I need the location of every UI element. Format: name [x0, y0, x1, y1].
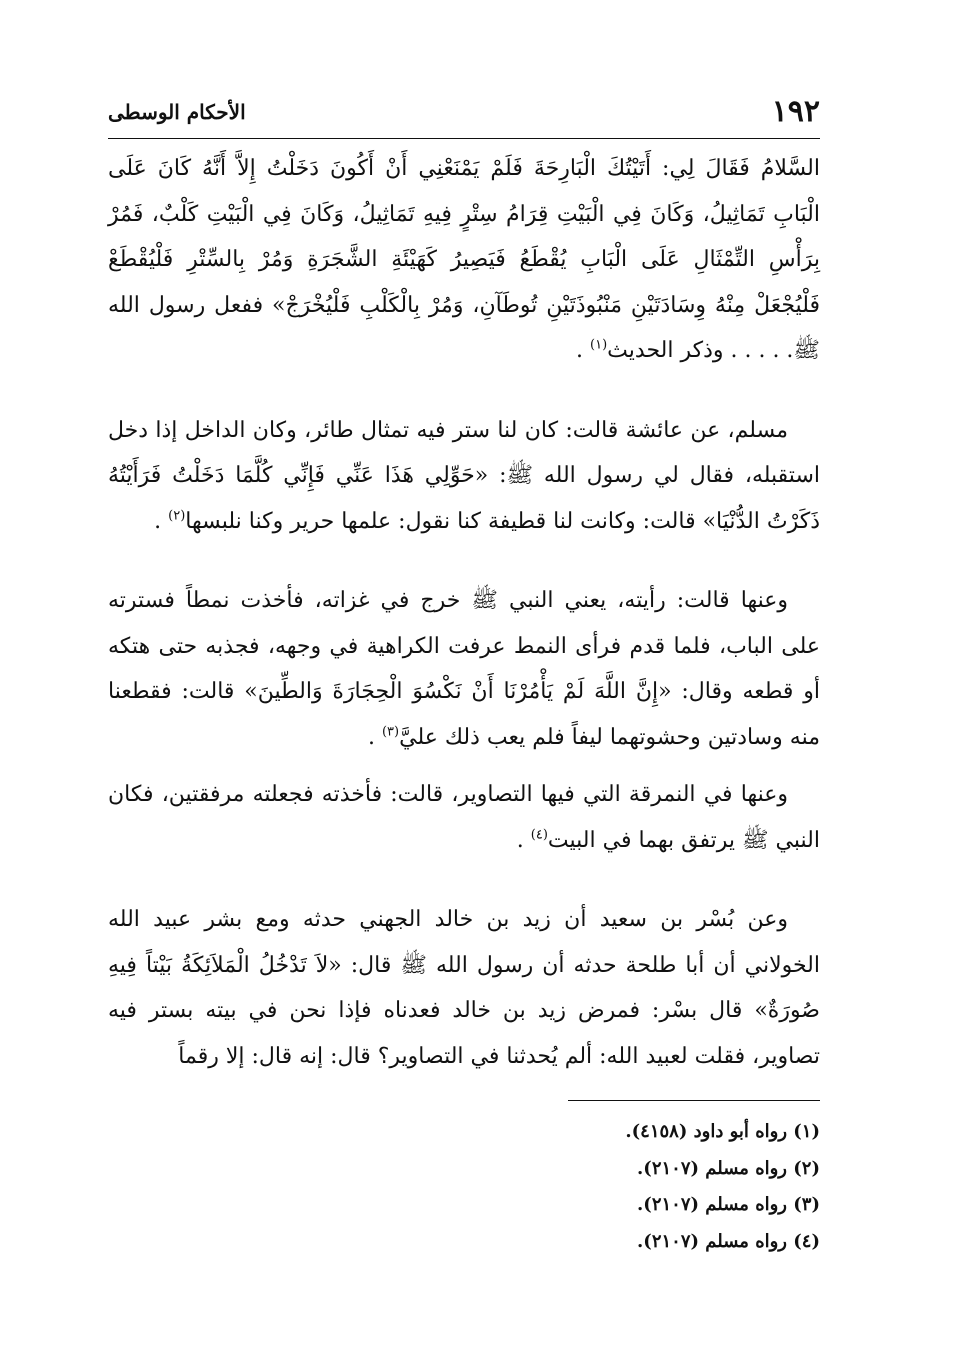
footnote-marker: (٤) — [530, 827, 548, 843]
header-rule — [108, 138, 820, 139]
footnote-4: (٤) رواه مسلم (٢١٠٧). — [637, 1230, 820, 1252]
footnote-1: (١) رواه أبو داود (٤١٥٨). — [625, 1121, 820, 1142]
paragraph-end: . — [154, 508, 169, 534]
paragraph-text: مسلم، عن عائشة قالت: كان لنا ستر فيه تمثال طائر، وكان الداخل إذا دخل استقبله، فقال لي رسول الله ﷺ: «حَوِّلِي هَذَا عَنِّي فَإِنِّي كُلَّمَا دَخَلْتُ فَرَأَيْتُهُ ذَكَرْتُ الدُّنْيَا» قالت: وكانت لنا قطيفة كنا نقول: علمها حرير وكنا نلبسها — [108, 417, 820, 534]
page-header — [108, 92, 820, 132]
footnote-marker: (١) — [590, 337, 608, 353]
footnote-3: (٣) رواه مسلم (٢١٠٧). — [637, 1194, 820, 1215]
main-text — [108, 146, 820, 1079]
paragraph-text: وعنها قالت: رأيته، يعني النبي ﷺ خرج في غزاته، فأخذت نمطاً فسترته على الباب، فلما قدم فرأى النمط عرفت الكراهية في وجهه، فجذبه حتى هتكه أو قطعه وقال: «إِنَّ اللَّهَ لَمْ يَأْمُرْنَا أَنْ نَكْسُوَ الْحِجَارَةَ وَالطِّينَ» قالت: فقطعنا منه وسادتين وحشوتهما ليفاً فلم يعب ذلك عليَّ — [108, 588, 820, 750]
paragraph-end: . — [576, 338, 591, 363]
paragraph-end: . — [516, 827, 531, 853]
paragraph-4 — [108, 772, 820, 863]
page-number: ١٩٢ — [771, 94, 820, 129]
paragraph-text: وعنها في النمرقة التي فيها التصاوير، قالت: فأخذته فجعلته مرفقتين، فكان النبي ﷺ يرتفق بهما في البيت — [108, 782, 820, 853]
footnote-marker: (٣) — [381, 724, 400, 740]
footnotes — [108, 1114, 820, 1260]
paragraph-3 — [108, 578, 820, 760]
paragraph-end: . — [367, 724, 382, 750]
paragraph-text: السَّلامُ فَقَالَ لِي: أَتَيْتُكَ الْبَارِحَةَ فَلَمْ يَمْنَعْنِي أَنْ أَكُونَ دَخَلْتُ إِلاَّ أَنَّهُ كَانَ عَلَى الْبَابِ تَمَاثِيلُ، وَكَانَ فِي الْبَيْتِ قِرَامُ سِتْرٍ فِيهِ تَمَاثِيلُ، وَكَانَ فِي الْبَيْتِ كَلْبٌ، فَمُرْ بِرَأْسِ التِّمْثَالِ عَلَى الْبَابِ يُقْطَعُ فَيَصِيرُ كَهَيْئَةِ الشَّجَرَةِ وَمُرْ بِالسِّتْرِ فَلْيُقْطَعْ فَلْيُجْعَلْ مِنْهُ وِسَادَتَيْنِ مَنْبُوذَتَيْنِ تُوطَآنِ، وَمُرْ بِالْكَلْبِ فَلْيُخْرَجْ» ففعل رسول الله ﷺ. . . . . وذكر الحديث — [108, 156, 820, 363]
paragraph-2 — [108, 408, 820, 545]
footnote-rule — [568, 1100, 820, 1101]
paragraph-text: وعن بُسْر بن سعيد أن زيد بن خالد الجهني حدثه ومع بشر عبيد الله الخولاني أن أبا طلحة حدثه أن رسول الله ﷺ قال: «لاَ تَدْخُلُ الْمَلاَئِكَةُ بَيْتاً فِيهِ صُورَةٌ» قال بسْر: فمرض زيد بن خالد فعدناه فإذا نحن في بيته بستر فيه تصاوير، فقلت لعبيد الله: ألم يُحدثنا في التصاوير؟ قال: إنه قال: إلا رقماً — [108, 907, 820, 1069]
footnote-marker: (٢) — [168, 508, 186, 524]
running-title: الأحكام الوسطى — [108, 100, 246, 124]
paragraph-1 — [108, 146, 820, 374]
paragraph-5 — [108, 897, 820, 1079]
footnote-2: (٢) رواه مسلم (٢١٠٧). — [637, 1157, 820, 1179]
